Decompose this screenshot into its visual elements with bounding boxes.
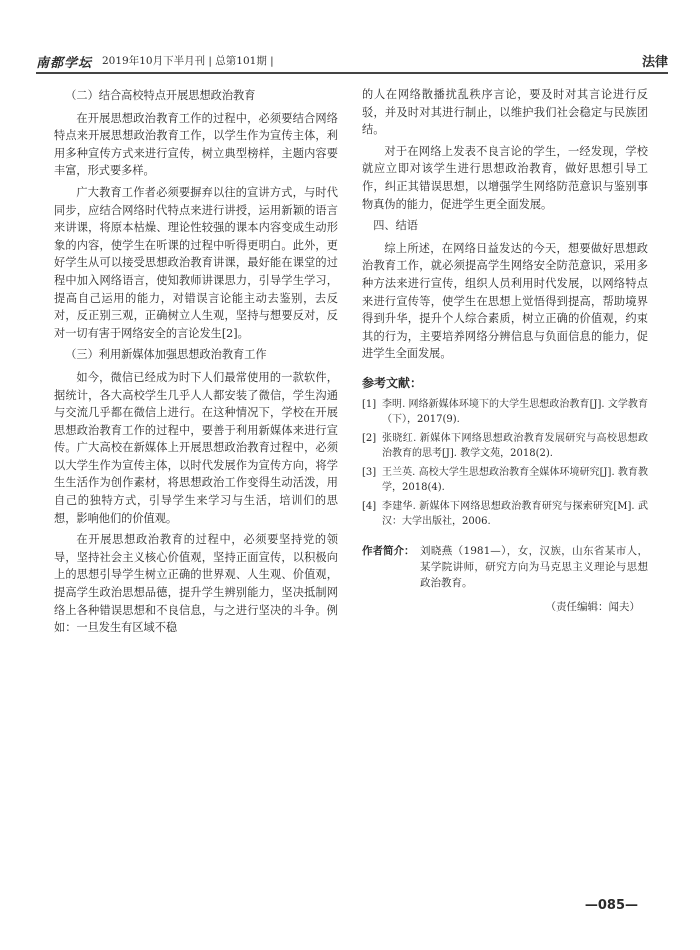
- paragraph: 广大教育工作者必须要摒弃以往的宣讲方式，与时代同步，应结合网络时代特点来进行讲授，运用新颖的语言来讲课，将原本枯燥、理论性较强的课本内容变成生动形象的内容，使学生在听课的过程中听得更明白。此外，更好学生从可以接受思想政治教育讲课，最好能在课堂的过程中加入网络语言，使知教师讲课思力，引导学生学习，提高自己运用的能力，对错误言论能主动去鉴别，去反对，反正别三观，正确树立人生观，坚持与想要反对，反对一切有害于网络安全的言论发生[2]。: [54, 185, 338, 340]
- right-column: [362, 86, 648, 616]
- reference-text: 李明. 网络新媒体环境下的大学生思想政治教育[J]. 文学教育（下），2017(9).: [382, 398, 648, 425]
- references-list: [362, 397, 648, 529]
- paragraph: 在开展思想政治教育工作的过程中，必须要结合网络特点来开展思想政治教育工作，以学生作为宣传主体，利用多种宣传方式来进行宣传，树立典型榜样，主题内容要丰富，形式要多样。: [54, 111, 338, 178]
- reference-item: [362, 465, 648, 495]
- issue-info: 2019年10月下半月刊 | 总第101期 |: [102, 55, 274, 67]
- paragraph: 在开展思想政治教育的过程中，必须要坚持党的领导，坚持社会主义核心价值观，坚持正面宣传，以积极向上的思想引导学生树立正确的世界观、人生观、价值观，提高学生政治思想品德，提升学生辨别能力，坚决抵制网络上各种错误思想和不良信息，与之进行坚决的斗争。例如：一旦发生有区域不稳: [54, 533, 338, 635]
- reference-number: [1]: [362, 398, 377, 410]
- section-label: 法律: [641, 55, 668, 70]
- responsible-editor: （责任编辑：闻夫）: [545, 600, 640, 613]
- paragraph: 综上所述，在网络日益发达的今天，想要做好思想政治教育工作，就必须提高学生网络安全防范意识，采用多种方法来进行宣传，组织人员利用时代发展，以网络特点来进行宣传等，使学生在思想上觉悟得到提高，帮助境界得到升华，提升个人综合素质，树立正确的价值观，约束其的行为，主要培养网络分辨信息与负面信息的能力，促进学生全面发展。: [362, 241, 648, 361]
- reference-number: [2]: [362, 432, 377, 444]
- author-label: 作者简介：: [362, 544, 415, 557]
- subsection-heading: （二）结合高校特点开展思想政治教育: [65, 89, 256, 102]
- author-text: 刘晓燕（1981—），女，汉族，山东省某市人，某学院讲师，研究方向为马克思主义理论与思想政治教育。: [420, 544, 648, 589]
- paragraph: 如今，微信已经成为时下人们最常使用的一款软件，据统计，各大高校学生几乎人人都安装了微信，学生沟通与交流几乎都在微信上进行。在这种情况下，学校在开展思想政治教育工作的过程中，要善于利用新媒体来进行宣传。广大高校在新媒体上开展思想政治教育过程中，必须以大学生作为宣传主体，以时代发展作为宣传方向，将学生生活作为创作素材，将思想政治工作变得生动活泼，用自己的独特方式，引导学生来学习与生活，培训们的思想，影响他们的价值观。: [54, 370, 338, 525]
- reference-text: 王兰英. 高校大学生思想政治教育全媒体环境研究[J]. 教育教学，2018(4).: [382, 466, 648, 493]
- reference-item: [362, 499, 648, 529]
- paragraph: 对于在网络上发表不良言论的学生，一经发现，学校就应立即对该学生进行思想政治教育，做好思想引导工作，纠正其错误思想，以增强学生网络防范意识与鉴别事物真伪的能力，促进学生更全面发展。: [362, 144, 648, 211]
- page-header: [36, 50, 668, 72]
- section-heading: 四、结语: [373, 219, 418, 233]
- header-rule: [36, 72, 668, 74]
- reference-item: [362, 431, 648, 461]
- reference-text: 李建华. 新媒体下网络思想政治教育研究与探索研究[M]. 武汉：大学出版社，2006.: [382, 500, 648, 527]
- reference-item: [362, 397, 648, 427]
- reference-number: [3]: [362, 466, 377, 478]
- reference-number: [4]: [362, 500, 377, 512]
- journal-logo: 南都学坛: [36, 56, 93, 71]
- references-title: 参考文献：: [362, 375, 423, 390]
- author-bio: [362, 543, 648, 591]
- page-number: —085—: [584, 898, 638, 913]
- paragraph: 的人在网络散播扰乱秩序言论，要及时对其言论进行反驳，并及时对其进行制止，以维护我们社会稳定与民族团结。: [362, 88, 648, 137]
- left-column: [54, 86, 338, 641]
- subsection-heading: （三）利用新媒体加强思想政治教育工作: [65, 348, 267, 362]
- reference-text: 张晓红. 新媒体下网络思想政治教育发展研究与高校思想政治教育的思考[J]. 教学文苑，2018(2).: [382, 432, 648, 459]
